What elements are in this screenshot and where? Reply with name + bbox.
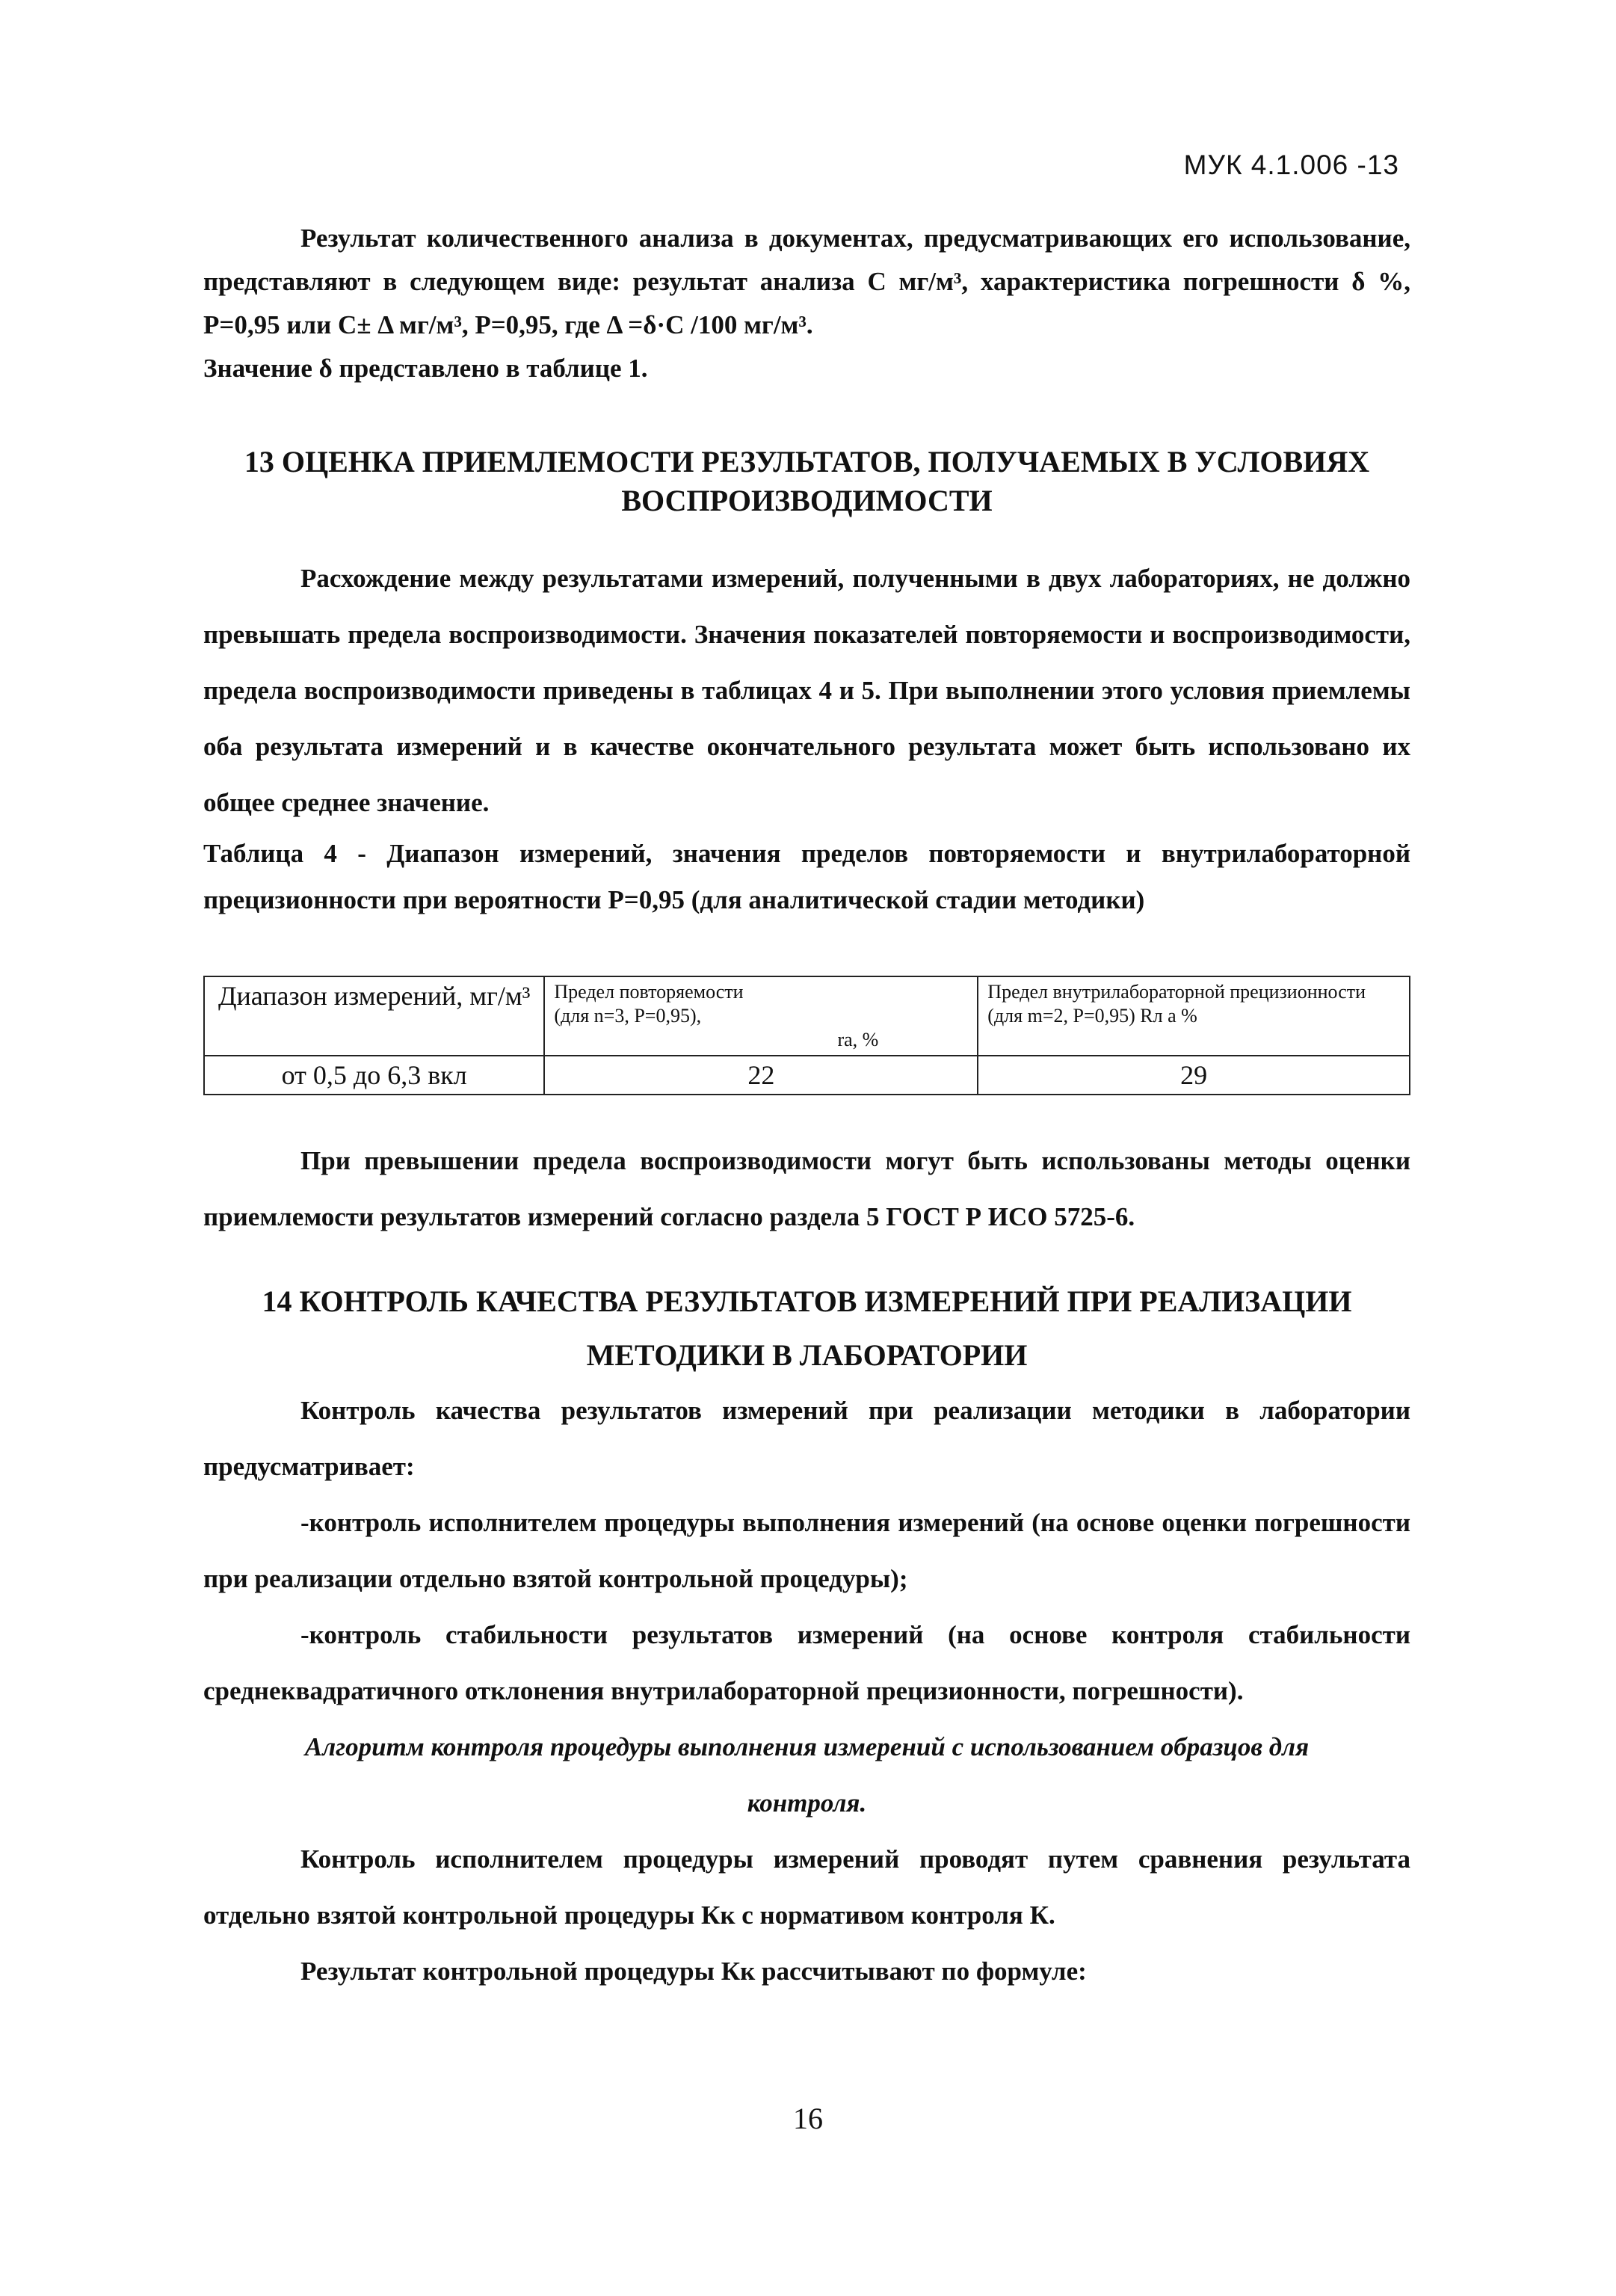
table-4-caption: Таблица 4 - Диапазон измерений, значения пределов повторяемости и внутрилабораторной прецизионности при вероятности Р=0,95 (для аналитической стадии методики) — [203, 839, 1410, 914]
algorithm-heading-line2: контроля. — [747, 1788, 867, 1818]
document-code: МУК 4.1.006 -13 — [1183, 150, 1399, 180]
section-14-intro: Контроль качества результатов измерений при реализации методики в лаборатории предусматривает: — [203, 1396, 1410, 1481]
intro-paragraph: Результат количественного анализа в документах, предусматривающих его использование, представляют в следующем виде: результат анализа С мг/м³, характеристика погрешности δ %, Р=0,95 или С± Δ мг/м³, Р=0,95, где Δ =δ·С /100 мг/м³. — [203, 224, 1410, 339]
repeatability-symbol: rа, % — [837, 1029, 879, 1050]
table-cell-repeatability: 22 — [544, 1056, 978, 1095]
section-14-title-line2: МЕТОДИКИ В ЛАБОРАТОРИИ — [586, 1338, 1028, 1372]
intro-note: Значение δ представлено в таблице 1. — [203, 354, 648, 383]
section-14-item-2: -контроль стабильности результатов измерений (на основе контроля стабильности среднеквадратичного отклонения внутрилабораторной прецизионности, погрешности). — [203, 1620, 1410, 1705]
section-14-item-1: -контроль исполнителем процедуры выполнения измерений (на основе оценки погрешности при реализации отдельно взятой контрольной процедуры); — [203, 1508, 1410, 1593]
section-13-closing-paragraph: При превышении предела воспроизводимости могут быть использованы методы оценки приемлемости результатов измерений согласно раздела 5 ГОСТ Р ИСО 5725-6. — [203, 1146, 1410, 1231]
page-content — [203, 217, 1410, 1999]
precision-title: Предел внутрилабораторной прецизионности — [987, 981, 1366, 1003]
section-13-title-line1: 13 ОЦЕНКА ПРИЕМЛЕМОСТИ РЕЗУЛЬТАТОВ, ПОЛУЧАЕМЫХ В УСЛОВИЯХ — [244, 445, 1370, 478]
section-14-formula-intro: Результат контрольной процедуры Кк рассчитывают по формуле: — [300, 1957, 1087, 1986]
section-13-title-line2: ВОСПРОИЗВОДИМОСТИ — [621, 484, 993, 517]
repeatability-title: Предел повторяемости — [554, 981, 744, 1003]
algorithm-heading-line1: Алгоритм контроля процедуры выполнения измерений с использованием образцов для — [304, 1732, 1310, 1761]
section-14-title-line1: 14 КОНТРОЛЬ КАЧЕСТВА РЕЗУЛЬТАТОВ ИЗМЕРЕНИЙ ПРИ РЕАЛИЗАЦИИ — [262, 1284, 1352, 1318]
table-header-range: Диапазон измерений, мг/м³ — [204, 976, 544, 1056]
table-cell-precision: 29 — [978, 1056, 1410, 1095]
section-13-paragraph: Расхождение между результатами измерений, полученными в двух лабораториях, не должно превышать предела воспроизводимости. Значения показателей повторяемости и воспроизводимости, предела воспроизводимости приведены в таблицах 4 и 5. При выполнении этого условия приемлемы оба результата измерений и в качестве окончательного результата может быть использовано их общее среднее значение. — [203, 564, 1410, 817]
page-number: 16 — [793, 2102, 823, 2135]
section-14-control-paragraph: Контроль исполнителем процедуры измерений проводят путем сравнения результата отдельно взятой контрольной процедуры Кк с нормативом контроля К. — [203, 1844, 1410, 1930]
repeatability-conditions: (для n=3, Р=0,95), — [554, 1005, 702, 1027]
precision-conditions: (для m=2, Р=0,95) Rл а % — [987, 1005, 1197, 1027]
table-cell-range: от 0,5 до 6,3 вкл — [204, 1056, 544, 1095]
table-4 — [203, 976, 1410, 1095]
table-header-repeatability — [544, 976, 978, 1056]
table-header-precision — [978, 976, 1410, 1056]
